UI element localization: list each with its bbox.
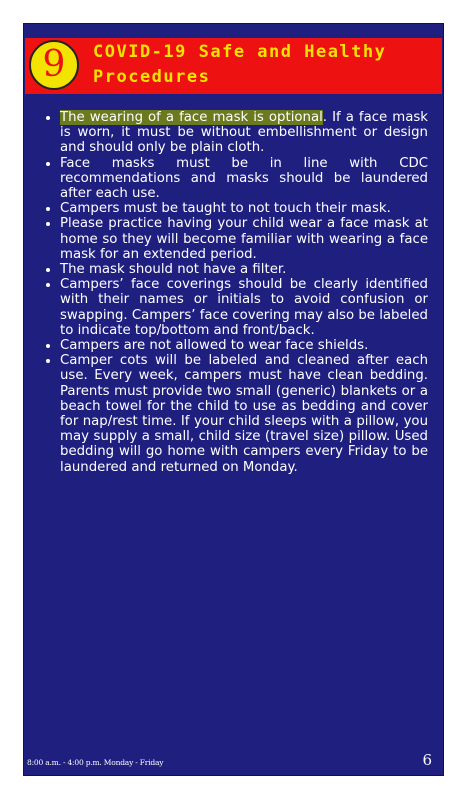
list-item [60, 338, 428, 353]
list-item-text: Face masks must be in line with CDC recommendations and masks should be laundered after each use. [60, 155, 428, 202]
list-item [60, 277, 428, 338]
highlighted-text: The wearing of a face mask is optional [60, 110, 323, 125]
list-item [60, 262, 428, 277]
section-title: COVID-19 Safe and Healthy Procedures [93, 42, 387, 87]
document-page [23, 23, 444, 776]
list-item-text: Campers are not allowed to wear face shields. [60, 338, 369, 354]
list-item-text: The mask should not have a filter. [60, 262, 287, 278]
list-item-text: Camper cots will be labeled and cleaned after each use. Every week, campers must have clean bedding. Parents must provide two small (generic) blankets or a beach towel for the child to use as bedding and cover for nap/rest time. If your child sleeps with a pillow, you may supply a small, child size (travel size) pillow. Used bedding will go home with campers every Friday to be laundered and returned on Monday. [60, 353, 428, 475]
list-item [60, 110, 428, 156]
list-item-text: Campers must be taught to not touch their mask. [60, 201, 391, 217]
list-item [60, 156, 428, 202]
list-item-text: . If a face mask is worn, it must be without embellishment or design and should only be plain cloth. [60, 110, 428, 156]
page-number: 6 [422, 751, 432, 769]
section-number-badge: 9 [29, 40, 79, 90]
list-item-text: Please practice having your child wear a face mask at home so they will become familiar with wearing a face mask for an extended period. [60, 216, 428, 262]
list-item [60, 353, 428, 475]
list-item [60, 216, 428, 262]
list-item [60, 201, 428, 216]
procedures-list [38, 110, 428, 475]
section-header [25, 38, 442, 94]
footer-hours: 8:00 a.m. - 4:00 p.m. Monday - Friday [27, 758, 164, 767]
list-item-text: Campers’ face coverings should be clearly identified with their names or initials to avoid confusion or swapping. Campers’ face covering may also be labeled to indicate top/bottom and front/back. [60, 277, 428, 338]
